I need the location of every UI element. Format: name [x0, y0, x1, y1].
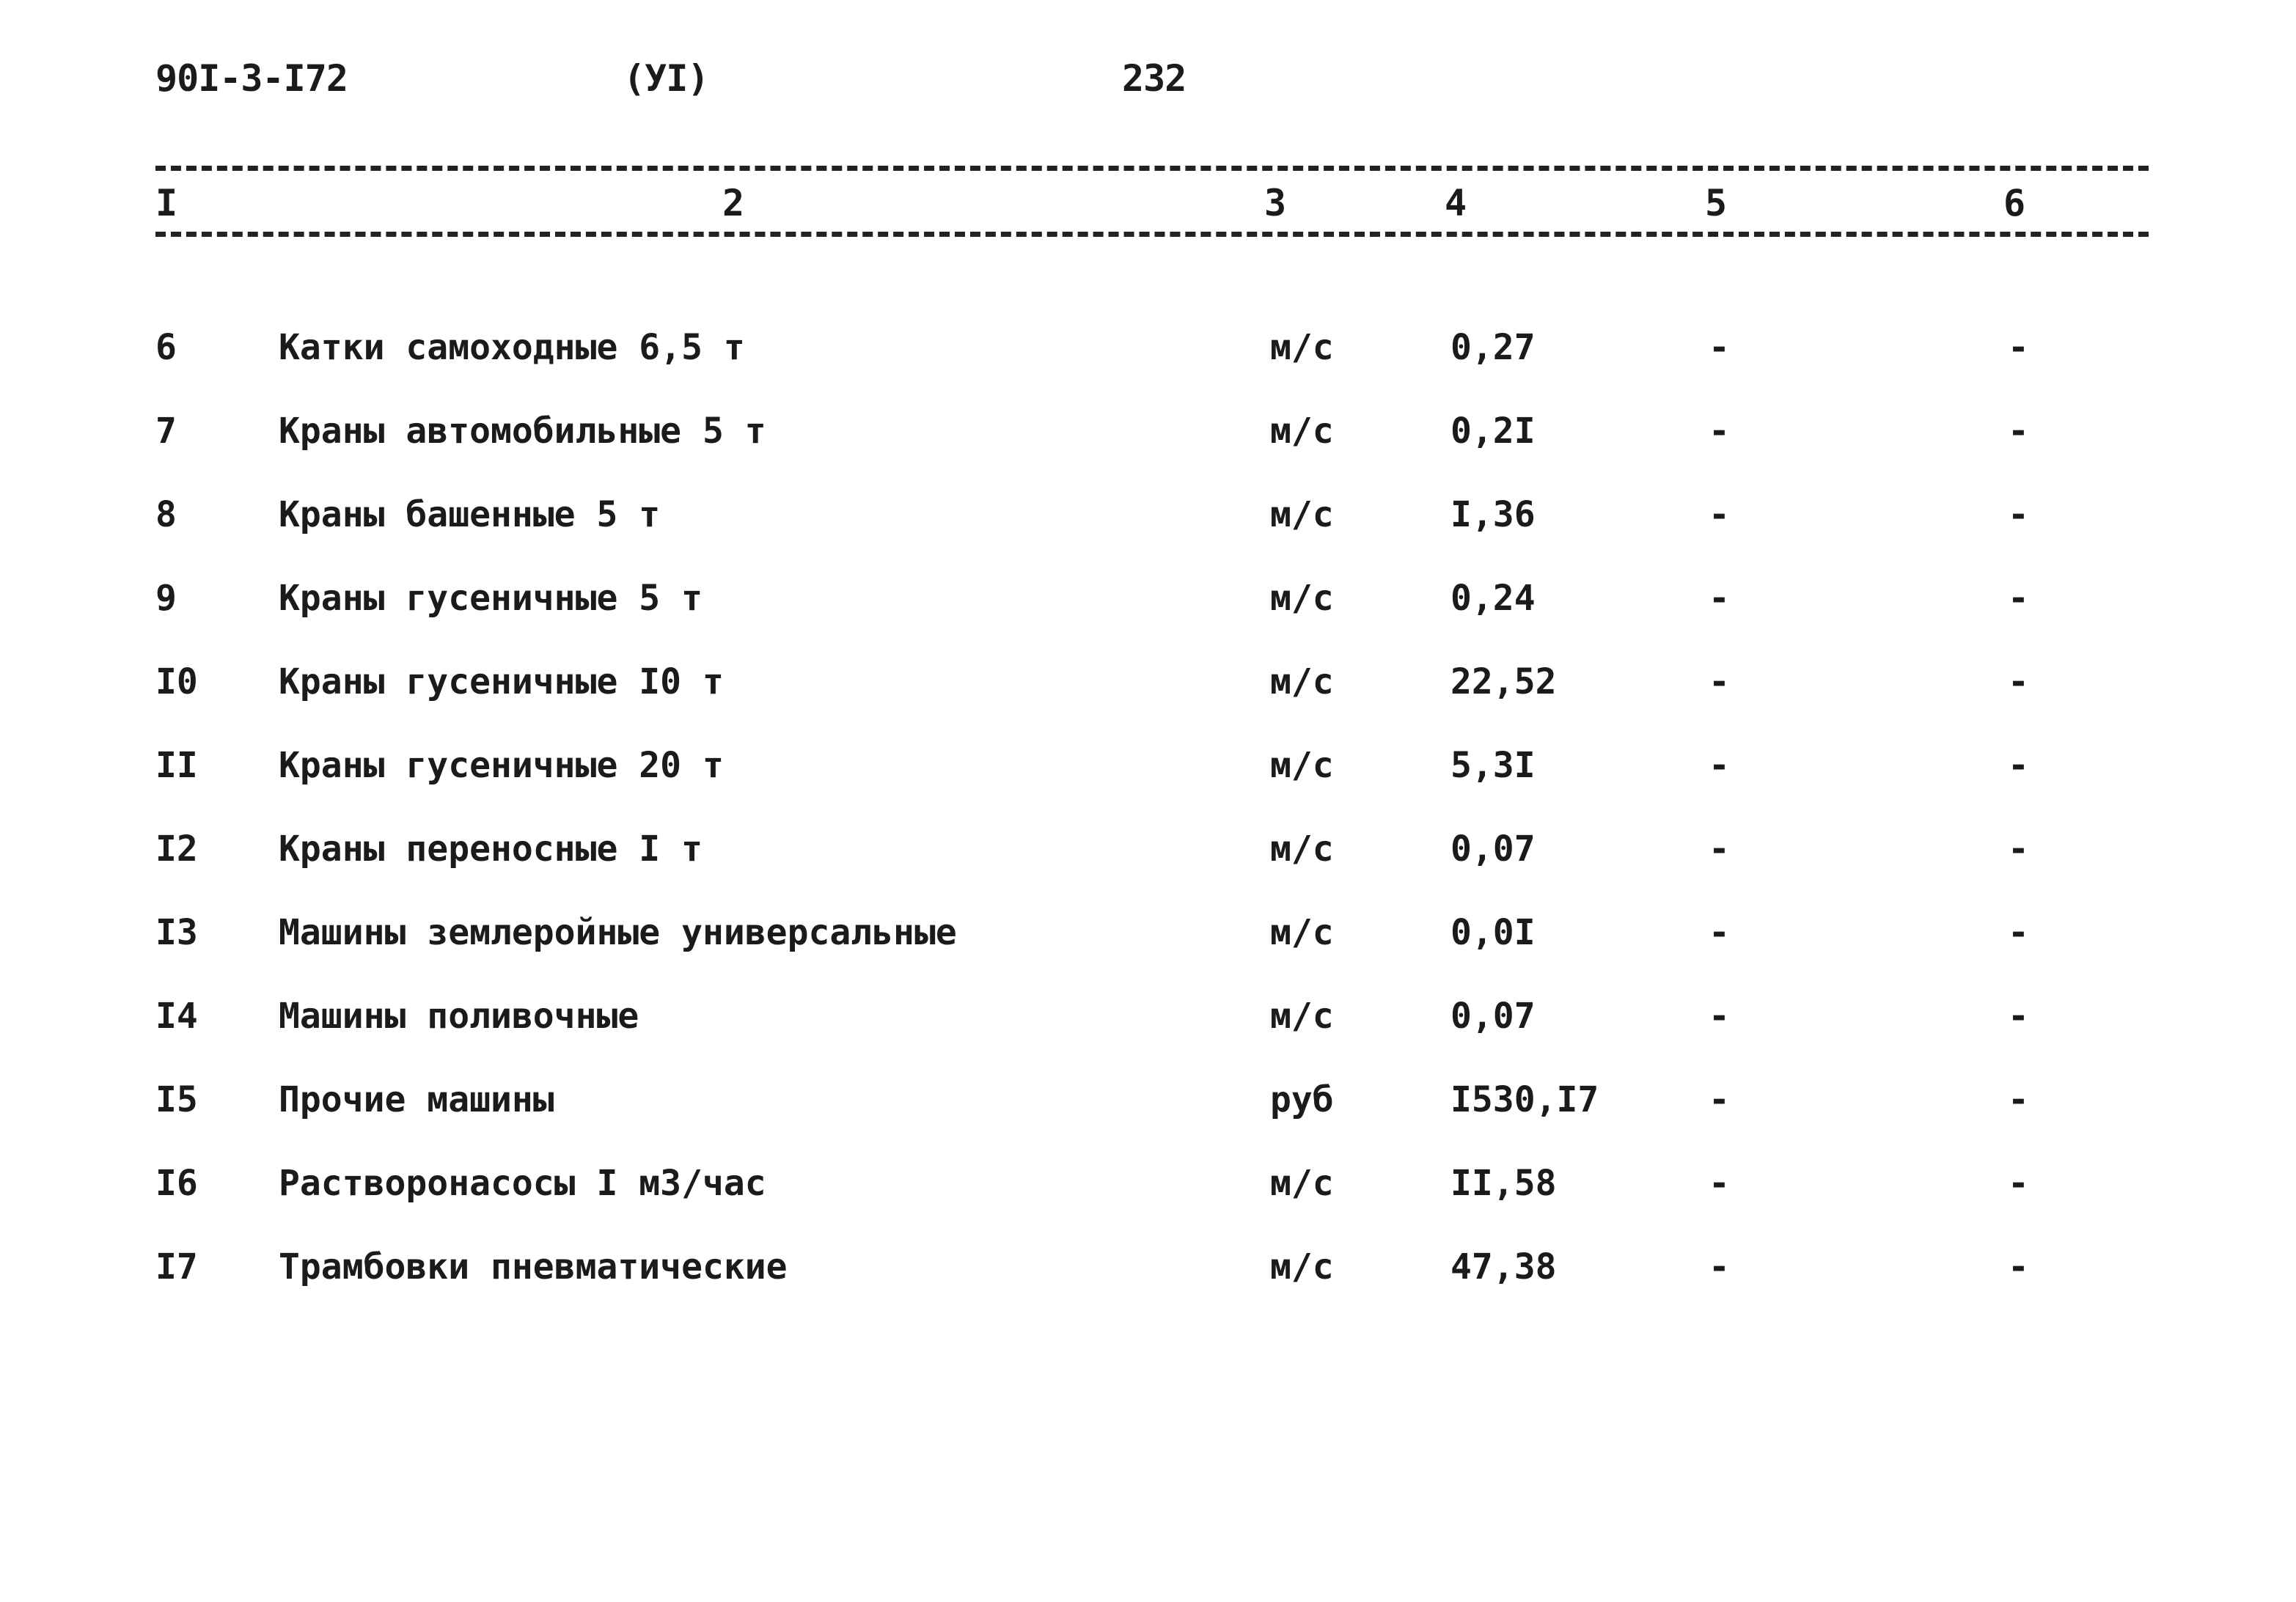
machine-name: Машины поливочные [279, 996, 639, 1037]
row-number: 6 [155, 327, 177, 368]
row-number: I5 [155, 1079, 198, 1120]
column-number: 5 [1705, 182, 1728, 224]
machine-name: Растворонасосы I м3/час [279, 1163, 766, 1204]
unit: руб [1270, 1079, 1334, 1120]
unit: м/с [1270, 578, 1334, 619]
table-row [0, 661, 2296, 745]
section-label: (УI) [623, 57, 709, 100]
machine-name: Прочие машины [279, 1079, 554, 1120]
table-row [0, 411, 2296, 494]
value: I,36 [1450, 494, 1536, 535]
column-5-value: - [1709, 1246, 1730, 1287]
column-5-value: - [1709, 1163, 1730, 1204]
row-number: I4 [155, 996, 198, 1037]
table-row [0, 1079, 2296, 1163]
column-6-value: - [2008, 1163, 2029, 1204]
column-5-value: - [1709, 578, 1730, 619]
column-6-value: - [2008, 828, 2029, 870]
row-number: II [155, 745, 198, 786]
value: II,58 [1450, 1163, 1557, 1204]
row-number: 9 [155, 578, 177, 619]
column-number: I [155, 182, 178, 224]
column-5-value: - [1709, 327, 1730, 368]
unit: м/с [1270, 1246, 1334, 1287]
column-6-value: - [2008, 578, 2029, 619]
value: 5,3I [1450, 745, 1536, 786]
row-number: I6 [155, 1163, 198, 1204]
column-5-value: - [1709, 828, 1730, 870]
table-row [0, 1246, 2296, 1330]
value: I530,I7 [1450, 1079, 1599, 1120]
value: 47,38 [1450, 1246, 1557, 1287]
column-number: 3 [1264, 182, 1287, 224]
unit: м/с [1270, 828, 1334, 870]
unit: м/с [1270, 1163, 1334, 1204]
unit: м/с [1270, 996, 1334, 1037]
unit: м/с [1270, 327, 1334, 368]
value: 0,07 [1450, 828, 1536, 870]
column-5-value: - [1709, 411, 1730, 452]
table-row [0, 578, 2296, 661]
machine-name: Катки самоходные 6,5 т [279, 327, 745, 368]
row-number: I2 [155, 828, 198, 870]
value: 0,27 [1450, 327, 1536, 368]
value: 0,2I [1450, 411, 1536, 452]
row-number: I3 [155, 912, 198, 953]
column-6-value: - [2008, 912, 2029, 953]
column-6-value: - [2008, 327, 2029, 368]
column-number: 2 [722, 182, 745, 224]
row-number: 8 [155, 494, 177, 535]
column-5-value: - [1709, 1079, 1730, 1120]
machine-name: Машины землеройные универсальные [279, 912, 957, 953]
table-row [0, 494, 2296, 578]
table-row [0, 1163, 2296, 1246]
column-6-value: - [2008, 745, 2029, 786]
column-6-value: - [2008, 1246, 2029, 1287]
value: 0,0I [1450, 912, 1536, 953]
unit: м/с [1270, 494, 1334, 535]
unit: м/с [1270, 661, 1334, 702]
unit: м/с [1270, 411, 1334, 452]
value: 0,24 [1450, 578, 1536, 619]
column-number: 4 [1445, 182, 1467, 224]
column-6-value: - [2008, 494, 2029, 535]
doc-code: 90I-3-I72 [155, 57, 348, 100]
table-row [0, 327, 2296, 411]
column-5-value: - [1709, 745, 1730, 786]
value: 22,52 [1450, 661, 1557, 702]
table-row [0, 745, 2296, 828]
machine-name: Трамбовки пневматические [279, 1246, 788, 1287]
table-row [0, 828, 2296, 912]
table-row [0, 912, 2296, 996]
column-5-value: - [1709, 494, 1730, 535]
page-number: 232 [1122, 57, 1186, 100]
machine-name: Краны гусеничные 20 т [279, 745, 724, 786]
column-6-value: - [2008, 411, 2029, 452]
column-5-value: - [1709, 996, 1730, 1037]
table-body [0, 327, 2296, 1330]
machine-name: Краны гусеничные I0 т [279, 661, 724, 702]
column-number: 6 [2003, 182, 2026, 224]
column-5-value: - [1709, 912, 1730, 953]
row-number: 7 [155, 411, 177, 452]
header-top-rule [155, 166, 2149, 171]
machine-name: Краны переносные I т [279, 828, 703, 870]
value: 0,07 [1450, 996, 1536, 1037]
unit: м/с [1270, 912, 1334, 953]
row-number: I0 [155, 661, 198, 702]
column-5-value: - [1709, 661, 1730, 702]
table-row [0, 996, 2296, 1079]
machine-name: Краны автомобильные 5 т [279, 411, 766, 452]
unit: м/с [1270, 745, 1334, 786]
column-6-value: - [2008, 996, 2029, 1037]
machine-name: Краны башенные 5 т [279, 494, 661, 535]
row-number: I7 [155, 1246, 198, 1287]
column-6-value: - [2008, 661, 2029, 702]
column-6-value: - [2008, 1079, 2029, 1120]
machine-name: Краны гусеничные 5 т [279, 578, 703, 619]
header-bottom-rule [155, 232, 2149, 237]
